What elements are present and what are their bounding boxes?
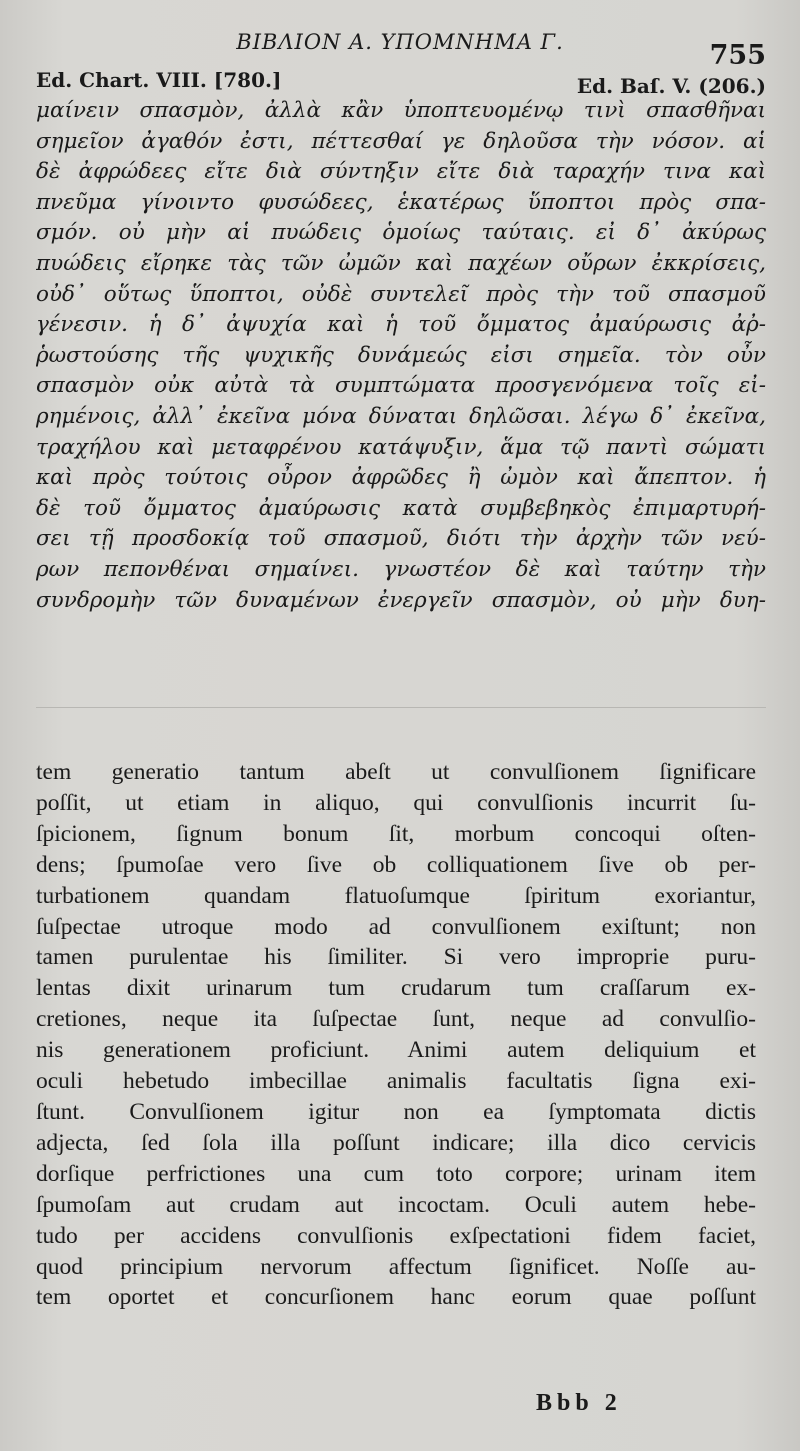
text-line: καὶ πρὸς τούτοις οὖρον ἀφρῶδες ἢ ὠμὸν καὶ ἄπεπτον. ἡ bbox=[36, 465, 766, 491]
text-line: ſpumoſam aut crudam aut incoctam. Oculi autem hebe- bbox=[36, 1191, 756, 1218]
text-line: ſtunt. Convulſionem igitur non ea ſymptomata dictis bbox=[36, 1098, 756, 1125]
text-line: cretiones, neque ita ſuſpectae ſunt, neque ad convulſio- bbox=[36, 1006, 756, 1033]
text-line: σπασμὸν οὐκ αὐτὰ τὰ συμπτώματα προσγενόμενα τοῖς εἰ- bbox=[36, 373, 766, 399]
latin-text-block bbox=[36, 757, 756, 1313]
edition-reference-chartier: Ed. Chart. VIII. [780.] bbox=[36, 68, 282, 92]
running-head: ΒΙΒΛΙΟΝ Α. ΥΠΟΜΝΗΜΑ Γ. bbox=[236, 30, 564, 54]
text-line: adjecta, ſed ſola illa poſſunt indicare; illa dico cervicis bbox=[36, 1129, 756, 1156]
text-line: σημεῖον ἀγαθόν ἐστι, πέττεσθαί γε δηλοῦσα τὴν νόσον. αἱ bbox=[36, 128, 766, 154]
text-line: tudo per accidens convulſionis exſpectationi fidem faciet, bbox=[36, 1222, 756, 1249]
text-line: οὐδ᾽ οὕτως ὕποπτοι, οὐδὲ συντελεῖ πρὸς τὴν τοῦ σπασμοῦ bbox=[36, 281, 766, 307]
text-line: quod principium nervorum affectum ſignificet. Noſſe au- bbox=[36, 1253, 756, 1280]
text-line: μαίνειν σπασμὸν, ἀλλὰ κἂν ὑποπτευομένῳ τινὶ σπασθῆναι bbox=[36, 98, 766, 123]
text-line: oculi hebetudo imbecillae animalis facultatis ſigna exi- bbox=[36, 1068, 756, 1095]
text-line: lentas dixit urinarum tum crudarum tum craſſarum ex- bbox=[36, 975, 756, 1002]
text-line: δὲ ἀφρώδεες εἴτε διὰ σύντηξιν εἴτε διὰ ταραχήν τινα καὶ bbox=[36, 159, 766, 185]
text-line: tamen purulentae his ſimiliter. Si vero improprie puru- bbox=[36, 944, 756, 971]
text-line: σμόν. οὐ μὴν αἱ πυώδεις ὁμοίως ταύταις. εἰ δ᾽ ἀκύρως bbox=[36, 220, 766, 246]
text-line: tem generatio tantum abeſt ut convulſionem ſignificare bbox=[36, 759, 756, 785]
text-line: πνεῦμα γίνοιντο φυσώδεες, ἑκατέρως ὕποπτοι πρὸς σπα- bbox=[36, 189, 766, 215]
text-line: dorſique perfrictiones una cum toto corpore; urinam item bbox=[36, 1160, 756, 1187]
text-line: poſſit, ut etiam in aliquo, qui convulſionis incurrit ſu- bbox=[36, 789, 756, 816]
text-line: ſpicionem, ſignum bonum ſit, morbum concoqui oſten- bbox=[36, 820, 756, 847]
text-line: ρημένοις, ἀλλ᾽ ἐκεῖνα μόνα δύναται δηλῶσαι. λέγω δ᾽ ἐκεῖνα, bbox=[36, 403, 766, 429]
text-line: πυώδεις εἴρηκε τὰς τῶν ὠμῶν καὶ παχέων οὔρων ἐκκρίσεις, bbox=[36, 250, 766, 276]
text-line: σει τῇ προσδοκίᾳ τοῦ σπασμοῦ, διότι τὴν ἀρχὴν τῶν νεύ- bbox=[36, 526, 766, 552]
text-line: tem oportet et concurſionem hanc eorum quae poſſunt bbox=[36, 1284, 756, 1311]
text-line: ſuſpectae utroque modo ad convulſionem exiſtunt; non bbox=[36, 913, 756, 940]
text-line: τραχήλου καὶ μεταφρένου κατάψυξιν, ἅμα τῷ παντὶ σώματι bbox=[36, 434, 766, 460]
signature-mark: Bbb 2 bbox=[536, 1390, 622, 1416]
text-line: ῥωστούσης τῆς ψυχικῆς δυνάμεώς εἰσι σημεῖα. τὸν οὖν bbox=[36, 342, 766, 368]
text-line: turbationem quandam flatuoſumque ſpiritum exoriantur, bbox=[36, 882, 756, 909]
text-line: nis generationem proficiunt. Animi autem deliquium et bbox=[36, 1037, 756, 1064]
text-line: ρων πεπονθέναι σημαίνει. γνωστέον δὲ καὶ ταύτην τὴν bbox=[36, 556, 766, 582]
column-divider bbox=[36, 707, 766, 708]
text-line: δὲ τοῦ ὄμματος ἀμαύρωσις κατὰ συμβεβηκὸς ἐπιμαρτυρή- bbox=[36, 495, 766, 521]
text-line: γένεσιν. ἡ δ᾽ ἀψυχία καὶ ἡ τοῦ ὄμματος ἀμαύρωσις ἀῤ- bbox=[36, 312, 766, 338]
text-line: dens; ſpumoſae vero ſive ob colliquationem ſive ob per- bbox=[36, 851, 756, 878]
greek-text-block bbox=[36, 96, 766, 616]
edition-reference-basel: Ed. Baſ. V. (206.) bbox=[576, 74, 766, 98]
page-number: 755 bbox=[709, 40, 766, 71]
text-line: συνδρομὴν τῶν δυναμένων ἐνεργεῖν σπασμὸν, οὐ μὴν δυη- bbox=[36, 587, 766, 613]
